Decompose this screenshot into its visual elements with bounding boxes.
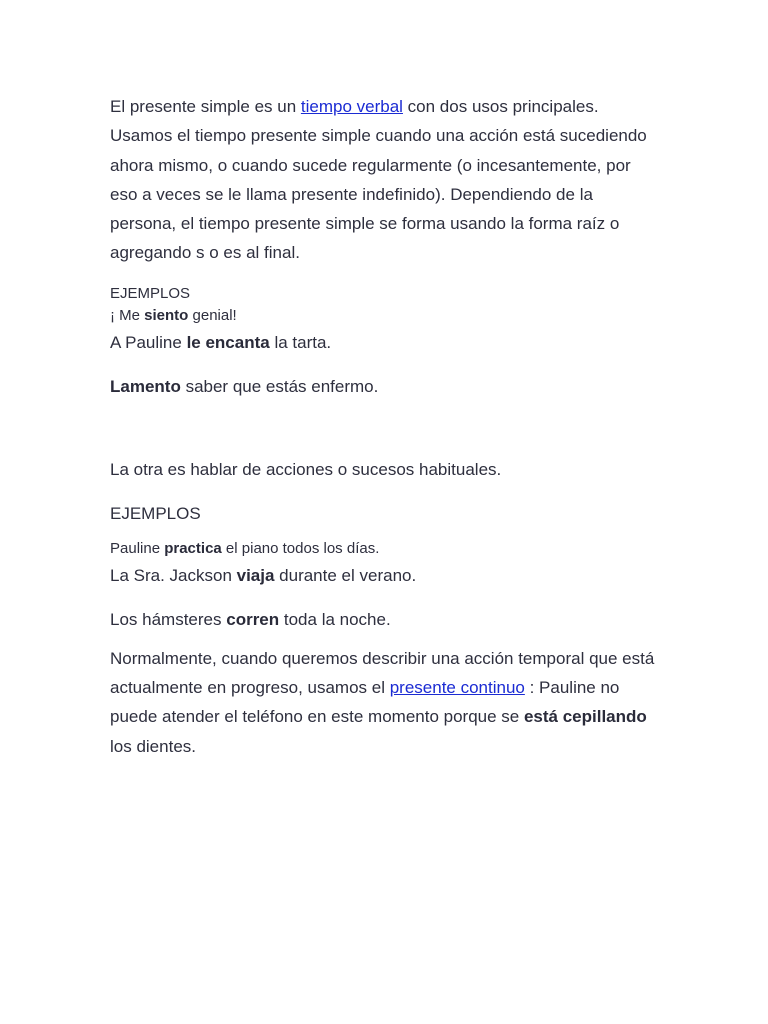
example-text: La Sra. Jackson: [110, 565, 237, 585]
example-verb: le encanta: [186, 332, 270, 352]
example-text: saber que estás enfermo.: [180, 376, 379, 396]
closing-paragraph: [110, 644, 655, 761]
example-2-1: [110, 539, 655, 559]
example-text: A Pauline: [110, 332, 187, 352]
second-use-sentence: La otra es hablar de acciones o sucesos habituales.: [110, 459, 502, 479]
tiempo-verbal-link[interactable]: tiempo verbal: [300, 97, 403, 116]
example-text: la tarta.: [269, 332, 332, 352]
example-verb: practica: [164, 539, 222, 557]
example-verb: corren: [226, 609, 280, 629]
closing-verb: está cepillando: [523, 707, 647, 727]
example-text: toda la noche.: [279, 609, 391, 629]
examples-heading-1: EJEMPLOS: [110, 284, 191, 302]
closing-text-1: Normalmente, cuando queremos describir una acción temporal que está actualmente en progreso, usamos el: [110, 648, 655, 698]
presente-continuo-link[interactable]: presente continuo: [389, 678, 525, 698]
example-text: Los hámsteres: [110, 609, 227, 629]
example-text: ¡ Me: [110, 306, 145, 324]
example-2-2: [110, 564, 655, 588]
examples-heading-2: EJEMPLOS: [110, 503, 201, 523]
example-text: el piano todos los días.: [221, 539, 380, 557]
example-verb: viaja: [236, 565, 275, 585]
intro-paragraph: [110, 92, 655, 268]
intro-text-2: con dos usos principales. Usamos el tiempo presente simple cuando una acción está sucediendo ahora mismo, o cuando sucede regularmente (o incesantemente, por eso a veces se le llama presente indefinido). Dependiendo de la persona, el tiempo presente simple se forma usando la forma raíz o agregando s o es al final.: [110, 97, 647, 263]
closing-text-3: los dientes.: [110, 736, 196, 756]
intro-text-1: El presente simple es un: [110, 97, 301, 116]
example-1-1: [110, 306, 655, 326]
example-2-3: [110, 608, 655, 632]
document-body: [110, 92, 655, 761]
example-verb: Lamento: [110, 376, 181, 396]
example-text: genial!: [188, 306, 237, 324]
closing-text-2: : Pauline no puede atender el teléfono en este momento porque se: [110, 678, 620, 727]
example-1-3: [110, 375, 655, 399]
example-verb: siento: [144, 306, 189, 324]
example-1-2: [110, 331, 655, 355]
example-text: Pauline: [110, 539, 165, 557]
example-text: durante el verano.: [274, 565, 417, 585]
